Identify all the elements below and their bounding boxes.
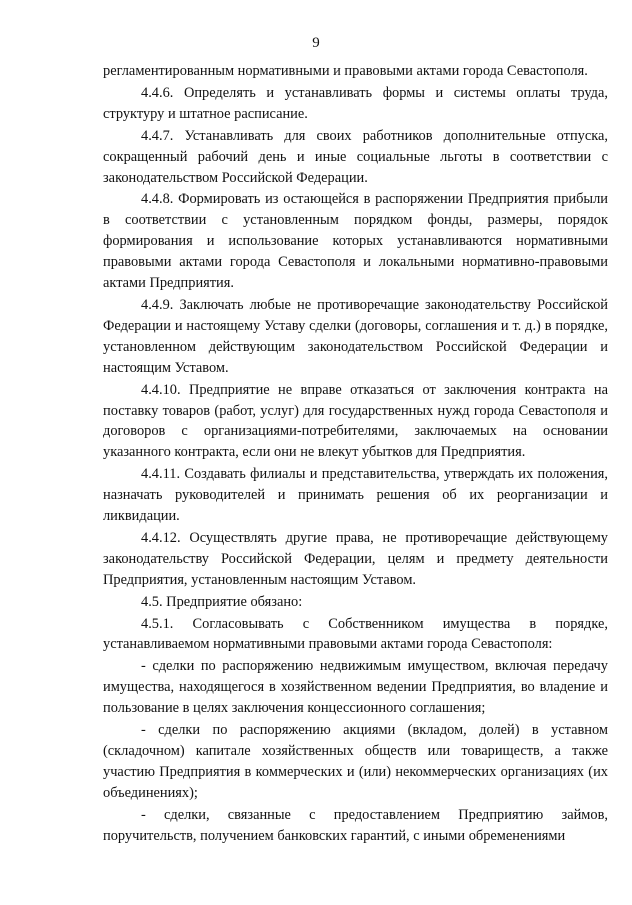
- page-number: 9: [312, 35, 320, 51]
- paragraph: 4.4.8. Формировать из остающейся в распоряжении Предприятия прибыли в соответствии с установленным порядком фонды, размеры, порядок формирования и использование которых устанавливаются нормативными правовыми актами города Севастополя и локальными нормативно-правовыми актами Предприятия.: [103, 191, 608, 292]
- paragraph: 4.4.10. Предприятие не вправе отказаться от заключения контракта на поставку товаров (работ, услуг) для государственных нужд города Севастополя и договоров с организациями-потребителями, заключаемых на основании указанного контракта, если они не влекут убытков для Предприятия.: [103, 381, 608, 461]
- paragraph: 4.4.11. Создавать филиалы и представительства, утверждать их положения, назначать руководителей и принимать решения об их реорганизации и ликвидации.: [103, 466, 608, 525]
- paragraph: 4.4.12. Осуществлять другие права, не противоречащие действующему законодательству Российской Федерации, целям и предмету деятельности Предприятия, установленным настоящим Уставом.: [103, 529, 608, 588]
- paragraph: 4.5. Предприятие обязано:: [141, 593, 303, 610]
- paragraph: 4.4.9. Заключать любые не противоречащие законодательству Российской Федерации и настоящему Уставу сделки (договоры, соглашения и т. д.) в порядке, установленном действующим законодательством Российской Федерации и настоящим Уставом.: [103, 296, 608, 376]
- paragraph: - сделки по распоряжению акциями (вкладом, долей) в уставном (складочном) капитале хозяйственных обществ или товариществ, а также участию Предприятия в коммерческих и (или) некоммерческих организациях (их объединениях);: [103, 722, 608, 801]
- paragraph: - сделки по распоряжению недвижимым имуществом, включая передачу имущества, находящегося в хозяйственном ведении Предприятия, во владение и пользование в целях заключения концессионного соглашения;: [103, 658, 608, 717]
- paragraph: 4.4.6. Определять и устанавливать формы и системы оплаты труда, структуру и штатное расписание.: [103, 84, 608, 122]
- paragraph: 4.5.1. Согласовывать с Собственником имущества в порядке, устанавливаемом нормативными правовыми актами города Севастополя:: [103, 615, 608, 653]
- paragraph: регламентированным нормативными и правовыми актами города Севастополя.: [103, 63, 588, 79]
- paragraph: - сделки, связанные с предоставлением Предприятию займов, поручительств, получением банковских гарантий, с иными обременениями: [103, 806, 608, 844]
- document-body: [103, 61, 608, 848]
- paragraph: 4.4.7. Устанавливать для своих работников дополнительные отпуска, сокращенный рабочий день и иные социальные льготы в соответствии с законодательством Российской Федерации.: [103, 127, 608, 186]
